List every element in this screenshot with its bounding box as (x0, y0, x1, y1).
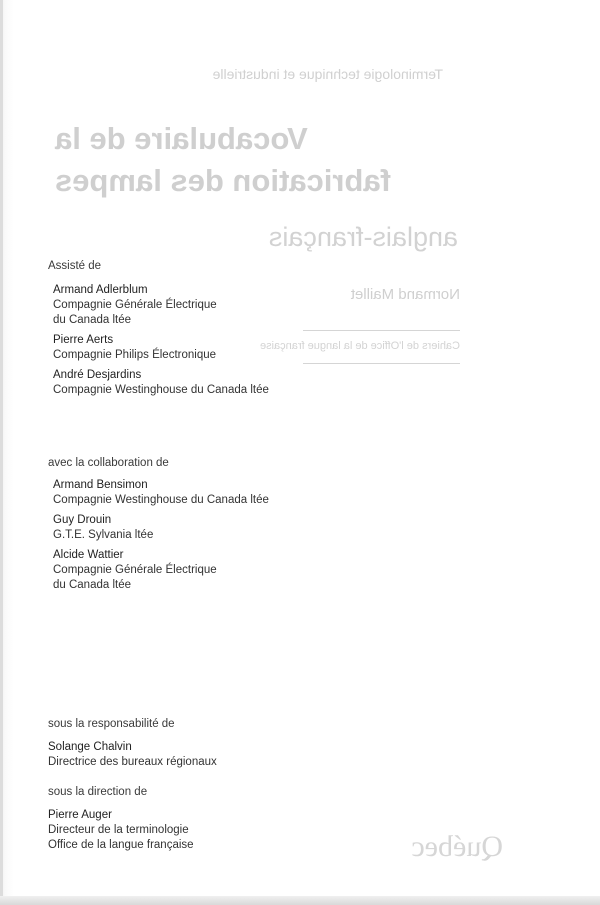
contributor-name: André Desjardins (53, 369, 142, 381)
contributor-org: du Canada ltée (53, 314, 132, 326)
collaborator (48, 548, 269, 593)
collaborator-org: Compagnie Westinghouse du Canada ltée (53, 494, 269, 506)
collaborator-name: Armand Bensimon (53, 479, 148, 491)
page-bottom-edge (0, 896, 600, 905)
responsibility-section (48, 717, 217, 770)
contributor (48, 283, 269, 328)
collaborator-name: Alcide Wattier (53, 549, 124, 561)
show-through-rule (303, 330, 460, 331)
director-role: Directeur de la terminologie (48, 824, 189, 836)
director (48, 808, 194, 853)
contributor-name: Armand Adlerblum (53, 284, 148, 296)
show-through-title-line-2: fabrication des lampes (55, 163, 391, 198)
assisted-by-section (48, 259, 269, 398)
show-through-logo: Québec (411, 830, 503, 863)
collaborator-org: G.T.E. Sylvania ltée (53, 529, 154, 541)
responsible-role: Directrice des bureaux régionaux (48, 756, 217, 768)
contributor-org: Compagnie Générale Électrique (53, 299, 217, 311)
contributor-org: Compagnie Westinghouse du Canada ltée (53, 384, 269, 396)
collaboration-section (48, 456, 269, 593)
director-office: Office de la langue française (48, 839, 194, 851)
contributor (48, 368, 269, 398)
show-through-title (55, 118, 460, 202)
contributor-name: Pierre Aerts (53, 334, 114, 346)
collaborator-name: Guy Drouin (53, 514, 112, 526)
responsible-person (48, 740, 217, 770)
direction-section (48, 785, 194, 853)
show-through-series: Terminologie technique et industrielle (212, 66, 443, 82)
responsibility-label: sous la responsabilité de (48, 718, 175, 730)
responsible-name: Solange Chalvin (48, 741, 132, 753)
collaborator (48, 513, 269, 543)
show-through-title-line-1: Vocabulaire de la (55, 121, 308, 156)
collaboration-label: avec la collaboration de (48, 457, 169, 469)
collaborator-org: Compagnie Générale Électrique (53, 564, 217, 576)
page-left-edge (0, 0, 3, 905)
assisted-by-label: Assisté de (48, 260, 102, 272)
show-through-languages: anglais-français (268, 222, 458, 252)
contributor (48, 333, 269, 363)
contributor-org: Compagnie Philips Électronique (53, 349, 217, 361)
collaborator-org: du Canada ltée (53, 579, 132, 591)
show-through-author: Normand Maillet (350, 286, 460, 303)
show-through-rule (303, 363, 460, 364)
direction-label: sous la direction de (48, 786, 148, 798)
show-through-publisher: Cahiers de l'Office de la langue française (259, 340, 460, 352)
collaborator (48, 478, 269, 508)
director-name: Pierre Auger (48, 809, 112, 821)
